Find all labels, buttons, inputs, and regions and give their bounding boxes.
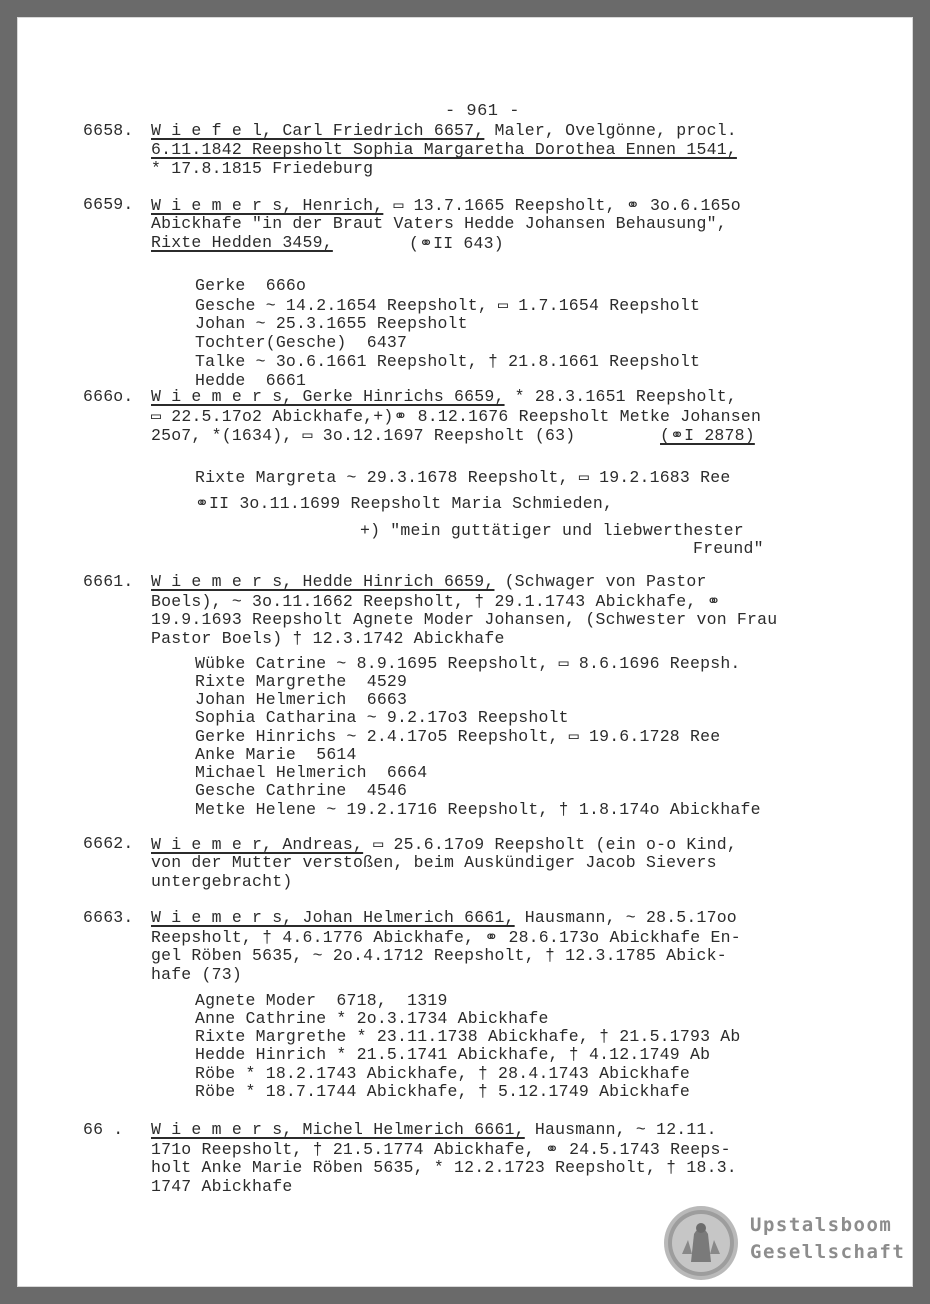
child-line: Röbe * 18.2.1743 Abickhafe, † 28.4.1743 Abickhafe [195, 1064, 690, 1083]
entry-text: Maler, Ovelgönne, procl. [484, 121, 737, 140]
child-line: Anne Cathrine * 2o.3.1734 Abickhafe [195, 1009, 549, 1028]
entry-line: hafe (73) [151, 965, 242, 984]
child-line: Wübke Catrine ~ 8.9.1695 Reepsholt, ▭ 8.6.1696 Reepsh. [195, 654, 741, 673]
document-page [17, 17, 913, 1287]
footnote-line: Freund" [693, 539, 764, 558]
child-line: Metke Helene ~ 19.2.1716 Reepsholt, † 1.8.174o Abickhafe [195, 800, 761, 819]
marriage-line: ⚭II 3o.11.1699 Reepsholt Maria Schmieden, [195, 494, 614, 513]
entry-name: W i e m e r s, Johan Helmerich 6661, [151, 908, 515, 927]
logo-subtitle: Gesellschaft [750, 1241, 906, 1263]
entry-name: W i e m e r s, Hedde Hinrich 6659, [151, 572, 495, 591]
entry-name: W i e m e r, Andreas, [151, 835, 364, 854]
entry-number: 6662. [83, 834, 134, 853]
child-line: Rixte Margreta ~ 29.3.1678 Reepsholt, ▭ 19.2.1683 Ree [195, 468, 731, 487]
entry-name: W i e m e r s, Henrich, [151, 196, 384, 215]
entry-line: Rixte Hedden 3459, [151, 233, 333, 252]
child-line: Hedde 6661 [195, 371, 307, 390]
footnote-line: +) "mein guttätiger und liebwerthester [360, 521, 744, 540]
entry-first-line [151, 834, 737, 854]
logo-title: Upstalsboom [750, 1214, 893, 1236]
upstalsboom-logo [662, 1204, 906, 1284]
entry-number: 666o. [83, 387, 134, 406]
child-line: Gesche ~ 14.2.1654 Reepsholt, ▭ 1.7.1654 Reepsholt [195, 296, 701, 315]
child-line: Sophia Catharina ~ 9.2.17o3 Reepsholt [195, 708, 569, 727]
entry-line: holt Anke Marie Röben 5635, * 12.2.1723 Reepsholt, † 18.3. [151, 1158, 737, 1177]
entry-line: 1747 Abickhafe [151, 1177, 293, 1196]
page-number: - 961 - [445, 102, 520, 121]
entry-text: ▭ 25.6.17o9 Reepsholt (ein o-o Kind, [363, 835, 737, 854]
entry-line: untergebracht) [151, 872, 293, 891]
child-line: Gerke Hinrichs ~ 2.4.17o5 Reepsholt, ▭ 19.6.1728 Ree [195, 727, 721, 746]
child-line: Johan Helmerich 6663 [195, 690, 408, 709]
child-line: Gerke 666o [195, 276, 307, 295]
entry-first-line [151, 572, 707, 591]
entry-text: Hausmann, ~ 28.5.17oo [514, 908, 737, 927]
entry-line: 19.9.1693 Reepsholt Agnete Moder Johansen, (Schwester von Frau [151, 610, 778, 629]
child-line: Hedde Hinrich * 21.5.1741 Abickhafe, † 4.12.1749 Ab [195, 1045, 711, 1064]
child-line: Rixte Margrethe 4529 [195, 672, 408, 691]
entry-line: von der Mutter verstoßen, beim Auskündiger Jacob Sievers [151, 853, 717, 872]
entry-text: ▭ 13.7.1665 Reepsholt, ⚭ 3o.6.165o [383, 196, 741, 215]
child-line: Talke ~ 3o.6.1661 Reepsholt, † 21.8.1661 Reepsholt [195, 352, 701, 371]
entry-line: 171o Reepsholt, † 21.5.1774 Abickhafe, ⚭ 24.5.1743 Reeps- [151, 1140, 731, 1159]
entry-line: (⚭II 643) [409, 234, 504, 253]
entry-name: W i e m e r s, Gerke Hinrichs 6659, [151, 387, 505, 406]
child-line: Anke Marie 5614 [195, 745, 357, 764]
entry-name: W i e m e r s, Michel Helmerich 6661, [151, 1120, 525, 1139]
child-line: Agnete Moder 6718, 1319 [195, 991, 448, 1010]
entry-line: Reepsholt, † 4.6.1776 Abickhafe, ⚭ 28.6.173o Abickhafe En- [151, 928, 741, 947]
entry-line: ▭ 22.5.17o2 Abickhafe,+)⚭ 8.12.1676 Reepsholt Metke Johansen [151, 407, 762, 426]
entry-number: 6663. [83, 908, 134, 927]
entry-first-line [151, 121, 737, 140]
child-line: Tochter(Gesche) 6437 [195, 333, 408, 352]
entry-line: * 17.8.1815 Friedeburg [151, 159, 374, 178]
child-line: Michael Helmerich 6664 [195, 763, 428, 782]
child-line: Johan ~ 25.3.1655 Reepsholt [195, 314, 468, 333]
entry-first-line [151, 387, 737, 406]
entry-line: Pastor Boels) † 12.3.1742 Abickhafe [151, 629, 505, 648]
entry-text: Hausmann, ~ 12.11. [524, 1120, 717, 1139]
entry-number: 6661. [83, 572, 134, 591]
entry-line: (⚭I 2878) [660, 426, 755, 445]
entry-number: 6659. [83, 195, 134, 214]
entry-line: Abickhafe "in der Braut Vaters Hedde Johansen Behausung", [151, 214, 727, 233]
entry-first-line [151, 908, 737, 927]
entry-text: * 28.3.1651 Reepsholt, [504, 387, 737, 406]
entry-text: (Schwager von Pastor [494, 572, 707, 591]
entry-number: 66 . [83, 1120, 124, 1139]
entry-line: gel Röben 5635, ~ 2o.4.1712 Reepsholt, † 12.3.1785 Abick- [151, 946, 727, 965]
entry-number: 6658. [83, 121, 134, 140]
child-line: Gesche Cathrine 4546 [195, 781, 408, 800]
entry-line: Boels), ~ 3o.11.1662 Reepsholt, † 29.1.1743 Abickhafe, ⚭ [151, 592, 721, 611]
entry-first-line [151, 195, 741, 215]
child-line: Röbe * 18.7.1744 Abickhafe, † 5.12.1749 Abickhafe [195, 1082, 690, 1101]
child-line: Rixte Margrethe * 23.11.1738 Abickhafe, † 21.5.1793 Ab [195, 1027, 741, 1046]
entry-line: 25o7, *(1634), ▭ 3o.12.1697 Reepsholt (63) [151, 426, 576, 445]
entry-first-line [151, 1120, 717, 1139]
entry-line: 6.11.1842 Reepsholt Sophia Margaretha Dorothea Ennen 1541, [151, 140, 737, 159]
seal-icon [662, 1204, 740, 1282]
entry-name: W i e f e l, Carl Friedrich 6657, [151, 121, 485, 140]
